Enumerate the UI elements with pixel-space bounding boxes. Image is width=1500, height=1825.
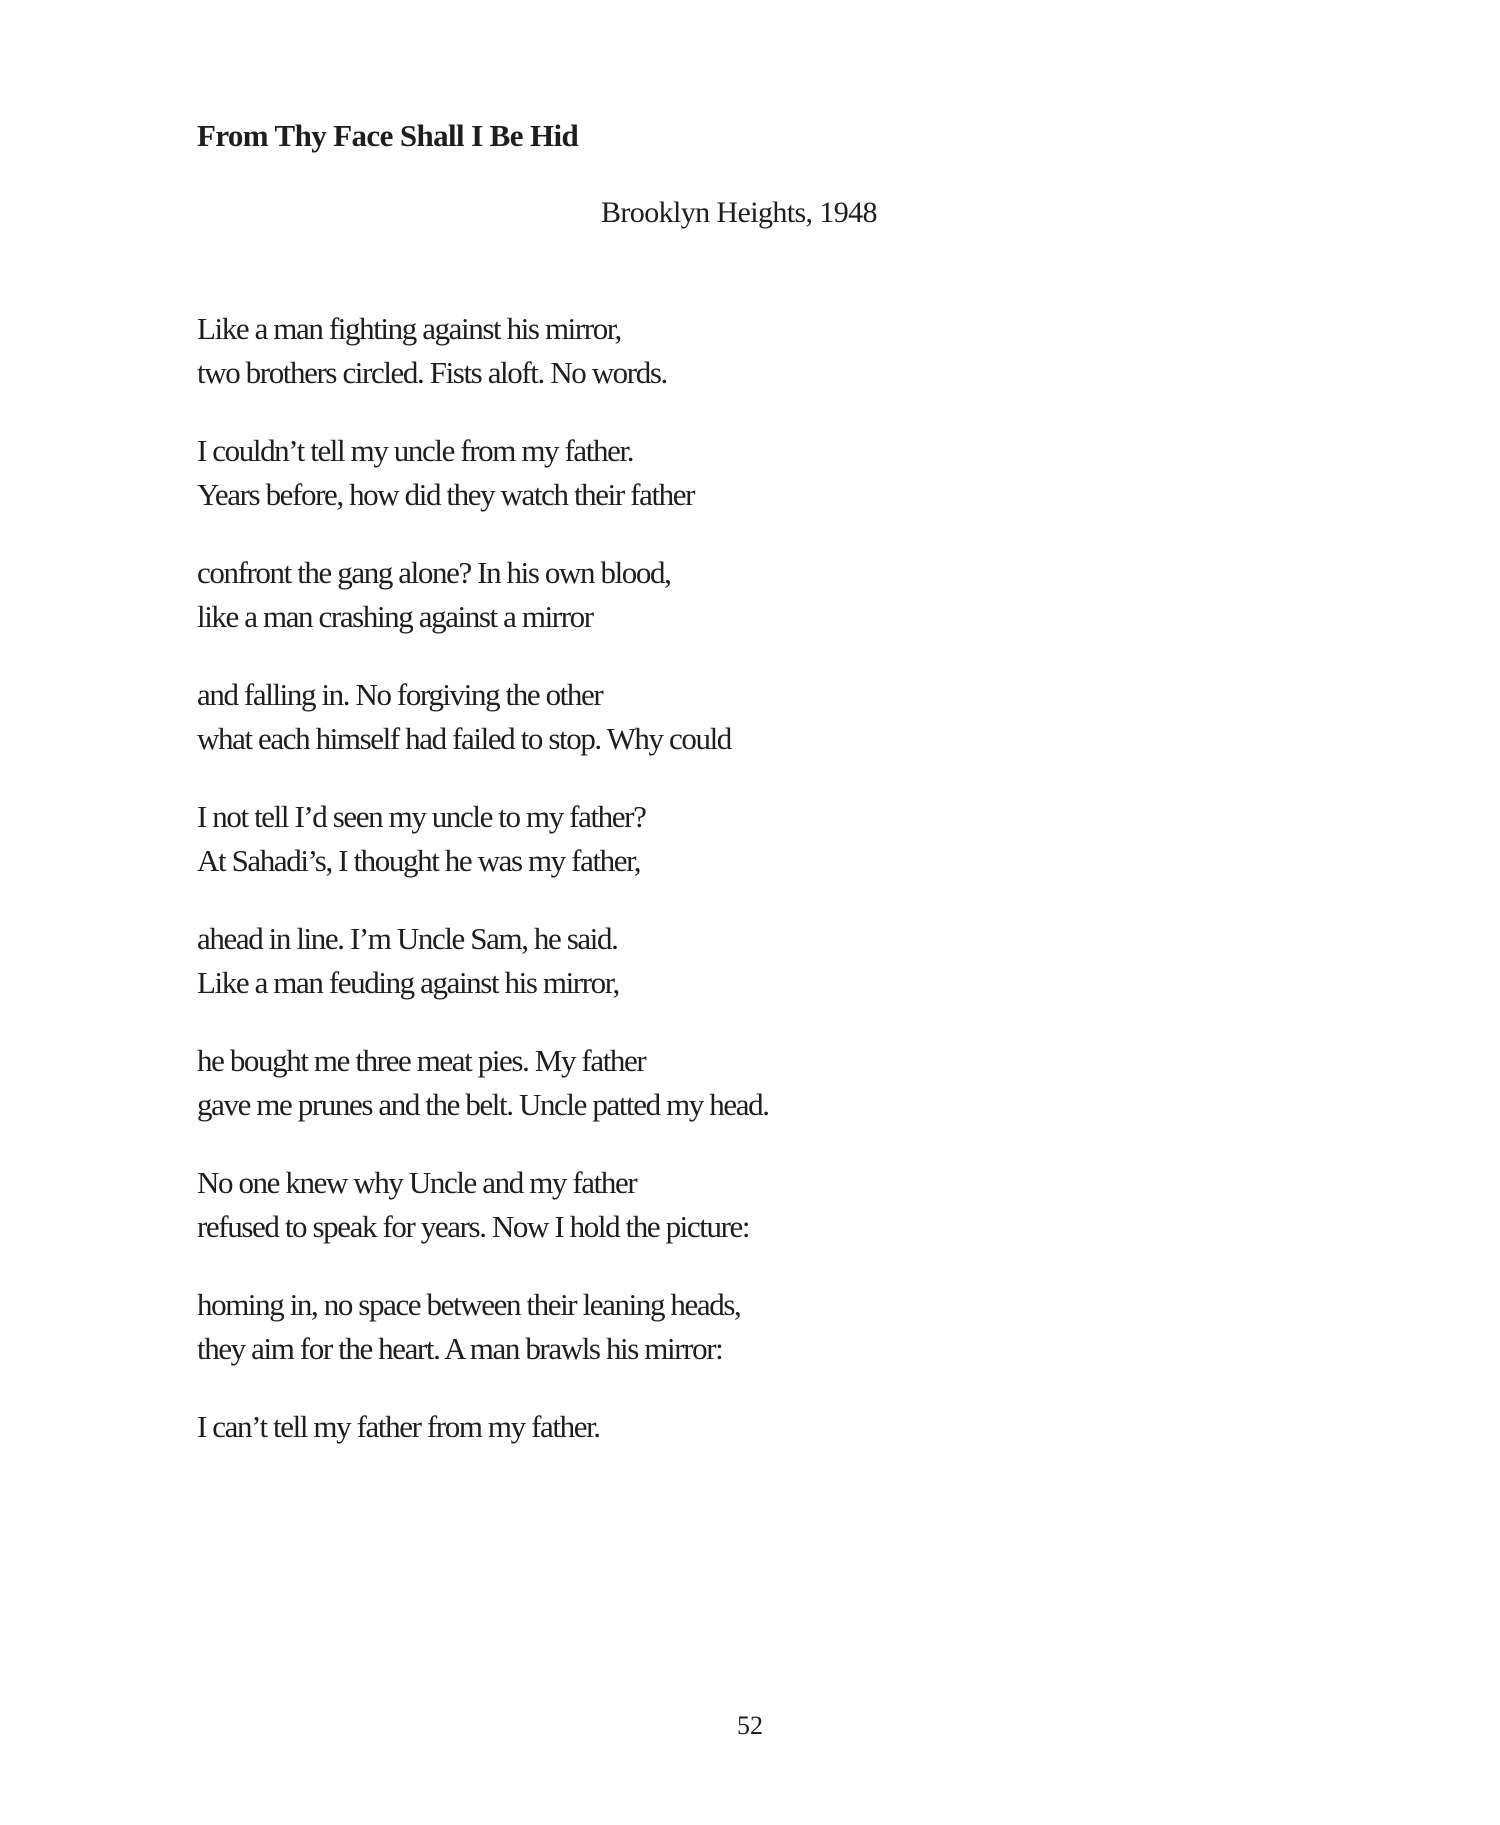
poem-line: two brothers circled. Fists aloft. No words. <box>197 355 667 390</box>
stanza <box>197 429 1097 517</box>
poem-line: I couldn’t tell my uncle from my father. <box>197 433 634 468</box>
stanza <box>197 1283 1097 1371</box>
poem-line: At Sahadi’s, I thought he was my father, <box>197 843 641 878</box>
poem-body <box>197 307 1097 1449</box>
stanza <box>197 1039 1097 1127</box>
poem-line: I can’t tell my father from my father. <box>197 1409 600 1444</box>
stanza <box>197 917 1097 1005</box>
poem-line: refused to speak for years. Now I hold the picture: <box>197 1209 750 1244</box>
stanza <box>197 1405 1097 1449</box>
stanza <box>197 307 1097 395</box>
stanza <box>197 673 1097 761</box>
poem-line: confront the gang alone? In his own blood, <box>197 555 671 590</box>
poem-line: like a man crashing against a mirror <box>197 599 593 634</box>
poem-line: ahead in line. I’m Uncle Sam, he said. <box>197 921 618 956</box>
poem-line: Like a man fighting against his mirror, <box>197 311 621 346</box>
stanza <box>197 1161 1097 1249</box>
poem-line: Like a man feuding against his mirror, <box>197 965 619 1000</box>
poem-line: they aim for the heart. A man brawls his mirror: <box>197 1331 723 1366</box>
poem-title: From Thy Face Shall I Be Hid <box>197 118 579 153</box>
poem-line: I not tell I’d seen my uncle to my father? <box>197 799 646 834</box>
stanza <box>197 795 1097 883</box>
poem-line: Years before, how did they watch their father <box>197 477 695 512</box>
poem-line: and falling in. No forgiving the other <box>197 677 603 712</box>
poem-line: homing in, no space between their leaning heads, <box>197 1287 741 1322</box>
poem-dateline: Brooklyn Heights, 1948 <box>601 196 877 229</box>
stanza <box>197 551 1097 639</box>
poem-line: No one knew why Uncle and my father <box>197 1165 637 1200</box>
poem-line: gave me prunes and the belt. Uncle patted my head. <box>197 1087 769 1122</box>
poem-line: he bought me three meat pies. My father <box>197 1043 646 1078</box>
page-number: 52 <box>737 1711 763 1740</box>
poem-line: what each himself had failed to stop. Why could <box>197 721 731 756</box>
